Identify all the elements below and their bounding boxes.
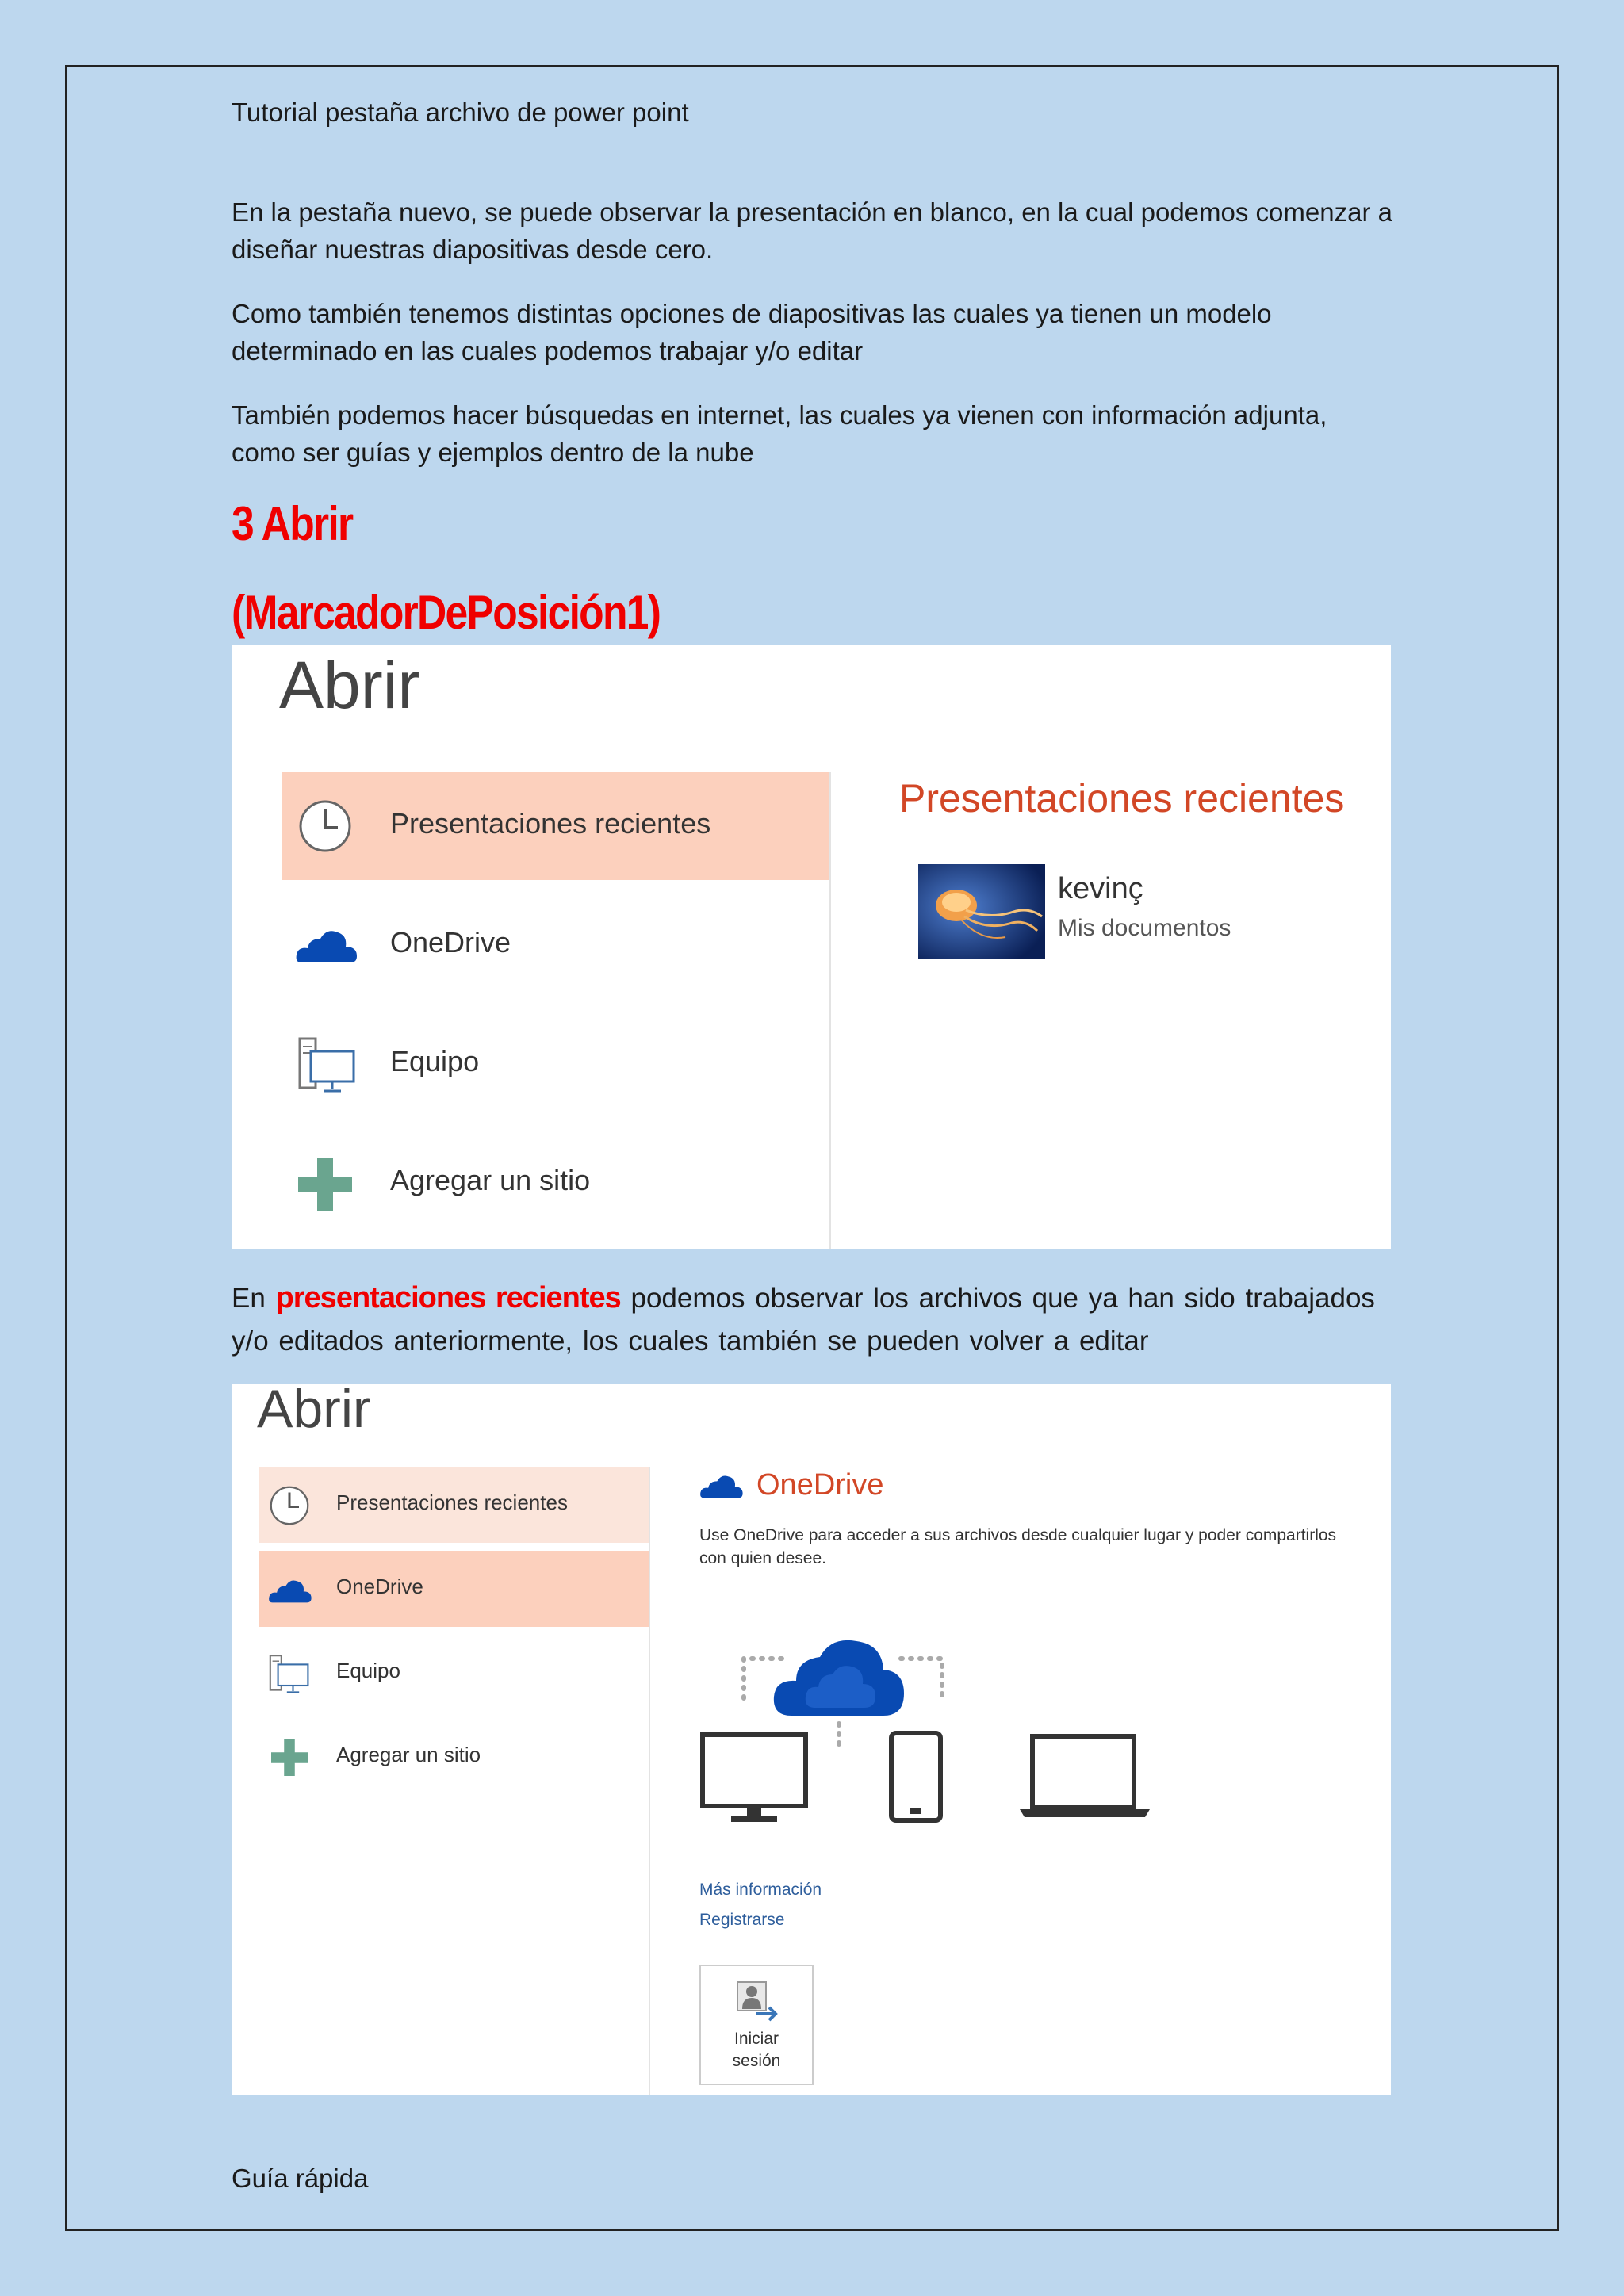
plus-icon	[271, 1739, 308, 1776]
clock-icon	[268, 1484, 311, 1527]
screenshot-abrir-onedrive	[232, 1384, 1391, 2095]
file-thumbnail-jellyfish	[918, 864, 1045, 959]
nav-label: OneDrive	[336, 1575, 423, 1598]
document-title: Tutorial pestaña archivo de power point	[232, 98, 689, 127]
cloud-icon	[268, 1575, 312, 1606]
plus-icon	[298, 1158, 352, 1211]
recent-heading: Presentaciones recientes	[899, 776, 1345, 821]
user-signin-icon	[734, 1980, 782, 2023]
nav-equipo[interactable]	[259, 1635, 649, 1711]
nav-label: Equipo	[336, 1659, 400, 1682]
clock-icon	[297, 798, 354, 855]
mas-informacion-link[interactable]: Más información	[699, 1881, 822, 1899]
onedrive-cloud-icon	[699, 1470, 744, 1502]
paragraph-busquedas: También podemos hacer búsquedas en internet, las cuales ya vienen con información adjunta, como ser guías y ejemplos dentro de la nube	[232, 400, 1327, 467]
nav-label: Agregar un sitio	[390, 1164, 591, 1196]
computer-icon	[268, 1652, 312, 1697]
heading-abrir: 3 Abrir	[232, 497, 353, 550]
backstage-title: Abrir	[257, 1384, 371, 1439]
nav-agregar-sitio[interactable]	[259, 1719, 649, 1795]
nav-onedrive-selected[interactable]	[259, 1551, 649, 1627]
signin-label-2: sesión	[732, 2052, 781, 2070]
text-run: En	[232, 1283, 276, 1314]
iniciar-sesion-button[interactable]	[699, 1965, 814, 2085]
onedrive-description: Use OneDrive para acceder a sus archivos desde cualquier lugar y poder compartirlos con quien desee.	[699, 1526, 1337, 1567]
screenshot-abrir-recientes	[232, 645, 1391, 1249]
nav-equipo[interactable]	[282, 1010, 829, 1118]
heading-placeholder: (MarcadorDePosición1)	[232, 586, 661, 639]
nav-label: Equipo	[390, 1045, 480, 1077]
backstage-title: Abrir	[279, 648, 420, 722]
paragraph-nuevo: En la pestaña nuevo, se puede observar la presentación en blanco, en la cual podemos comenzar a diseñar nuestras diapositivas desde cero.	[232, 197, 1392, 264]
text-run: podemos observar los archivos que ya han sido trabajados y/o editados anteriormente, los cuales también se pueden volver a editar	[232, 1283, 1375, 1357]
onedrive-devices-illustration	[696, 1597, 1172, 1866]
signin-label-1: Iniciar	[733, 2030, 779, 2048]
registrarse-link[interactable]: Registrarse	[699, 1911, 785, 1929]
file-location: Mis documentos	[1058, 915, 1231, 941]
nav-label: OneDrive	[390, 926, 511, 959]
nav-recientes[interactable]	[259, 1467, 649, 1543]
onedrive-heading: OneDrive	[756, 1468, 884, 1502]
computer-icon	[297, 1034, 360, 1097]
nav-label: Presentaciones recientes	[336, 1490, 568, 1514]
file-name: kevinç	[1058, 872, 1143, 905]
divider	[649, 1467, 650, 2095]
nav-label: Presentaciones recientes	[390, 807, 711, 840]
paragraph-recientes	[232, 1276, 1397, 1363]
nav-label: Agregar un sitio	[336, 1743, 481, 1766]
footer-guia-rapida: Guía rápida	[232, 2164, 369, 2193]
recent-file-item[interactable]	[918, 864, 1391, 962]
divider	[829, 772, 831, 1249]
nav-recientes[interactable]	[282, 772, 829, 880]
nav-onedrive[interactable]	[282, 891, 829, 999]
nav-agregar-sitio[interactable]	[282, 1129, 829, 1237]
highlight-recientes: presentaciones recientes	[275, 1281, 621, 1314]
cloud-icon	[295, 923, 358, 967]
paragraph-opciones: Como también tenemos distintas opciones de diapositivas las cuales ya tienen un modelo determinado en las cuales podemos trabajar y/o editar	[232, 299, 1272, 365]
